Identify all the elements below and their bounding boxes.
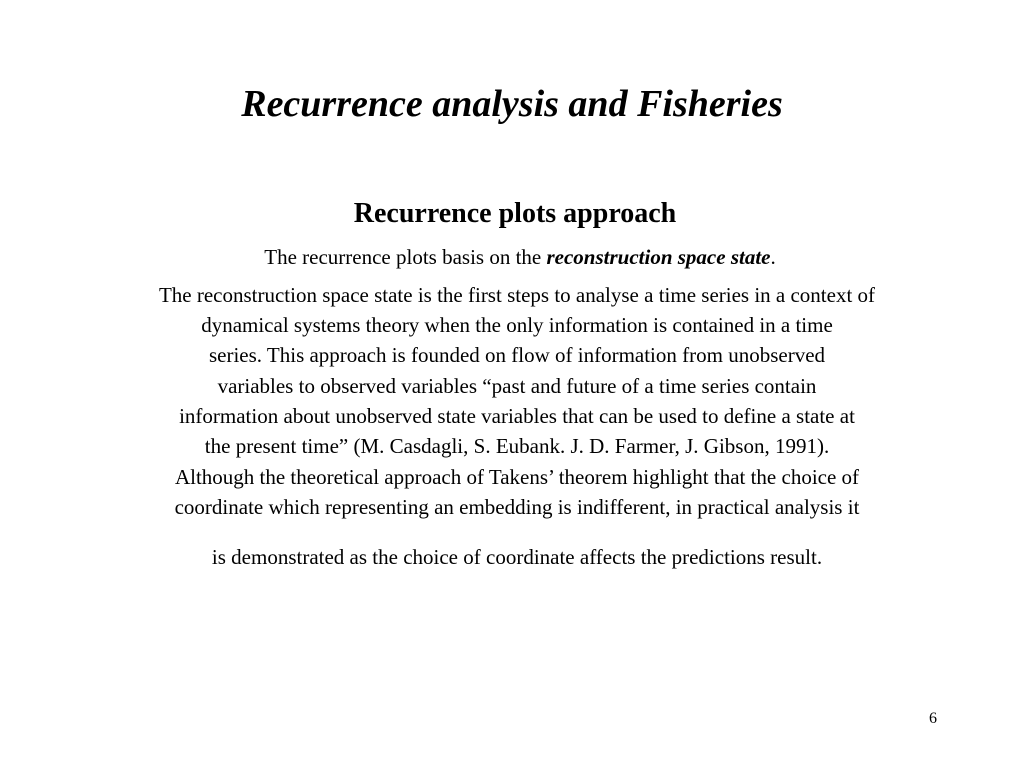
intro-text-after: . [770, 245, 776, 269]
body-line-4: variables to observed variables “past and future of a time series contain [217, 374, 817, 398]
intro-emphasis: reconstruction space state [546, 245, 771, 269]
body-line-8: coordinate which representing an embedding is indifferent, in practical analysis it [174, 495, 860, 519]
body-line-9: is demonstrated as the choice of coordinate affects the predictions result. [211, 545, 823, 569]
section-subtitle: Recurrence plots approach [353, 198, 677, 229]
body-line-6: the present time” (M. Casdagli, S. Eubank. J. D. Farmer, J. Gibson, 1991). [204, 434, 830, 458]
body-line-3: series. This approach is founded on flow of information from unobserved [208, 343, 826, 367]
intro-sentence [0, 243, 1024, 271]
body-line-7: Although the theoretical approach of Takens’ theorem highlight that the choice of [174, 465, 860, 489]
body-line-2: dynamical systems theory when the only information is contained in a time [201, 313, 833, 337]
intro-text-before: The recurrence plots basis on the [264, 245, 547, 269]
body-line-1: The reconstruction space state is the first steps to analyse a time series in a context of [158, 283, 876, 307]
body-line-5: information about unobserved state variables that can be used to define a state at [179, 404, 855, 428]
page-number: 6 [929, 710, 937, 727]
slide-title: Recurrence analysis and Fisheries [241, 83, 783, 125]
